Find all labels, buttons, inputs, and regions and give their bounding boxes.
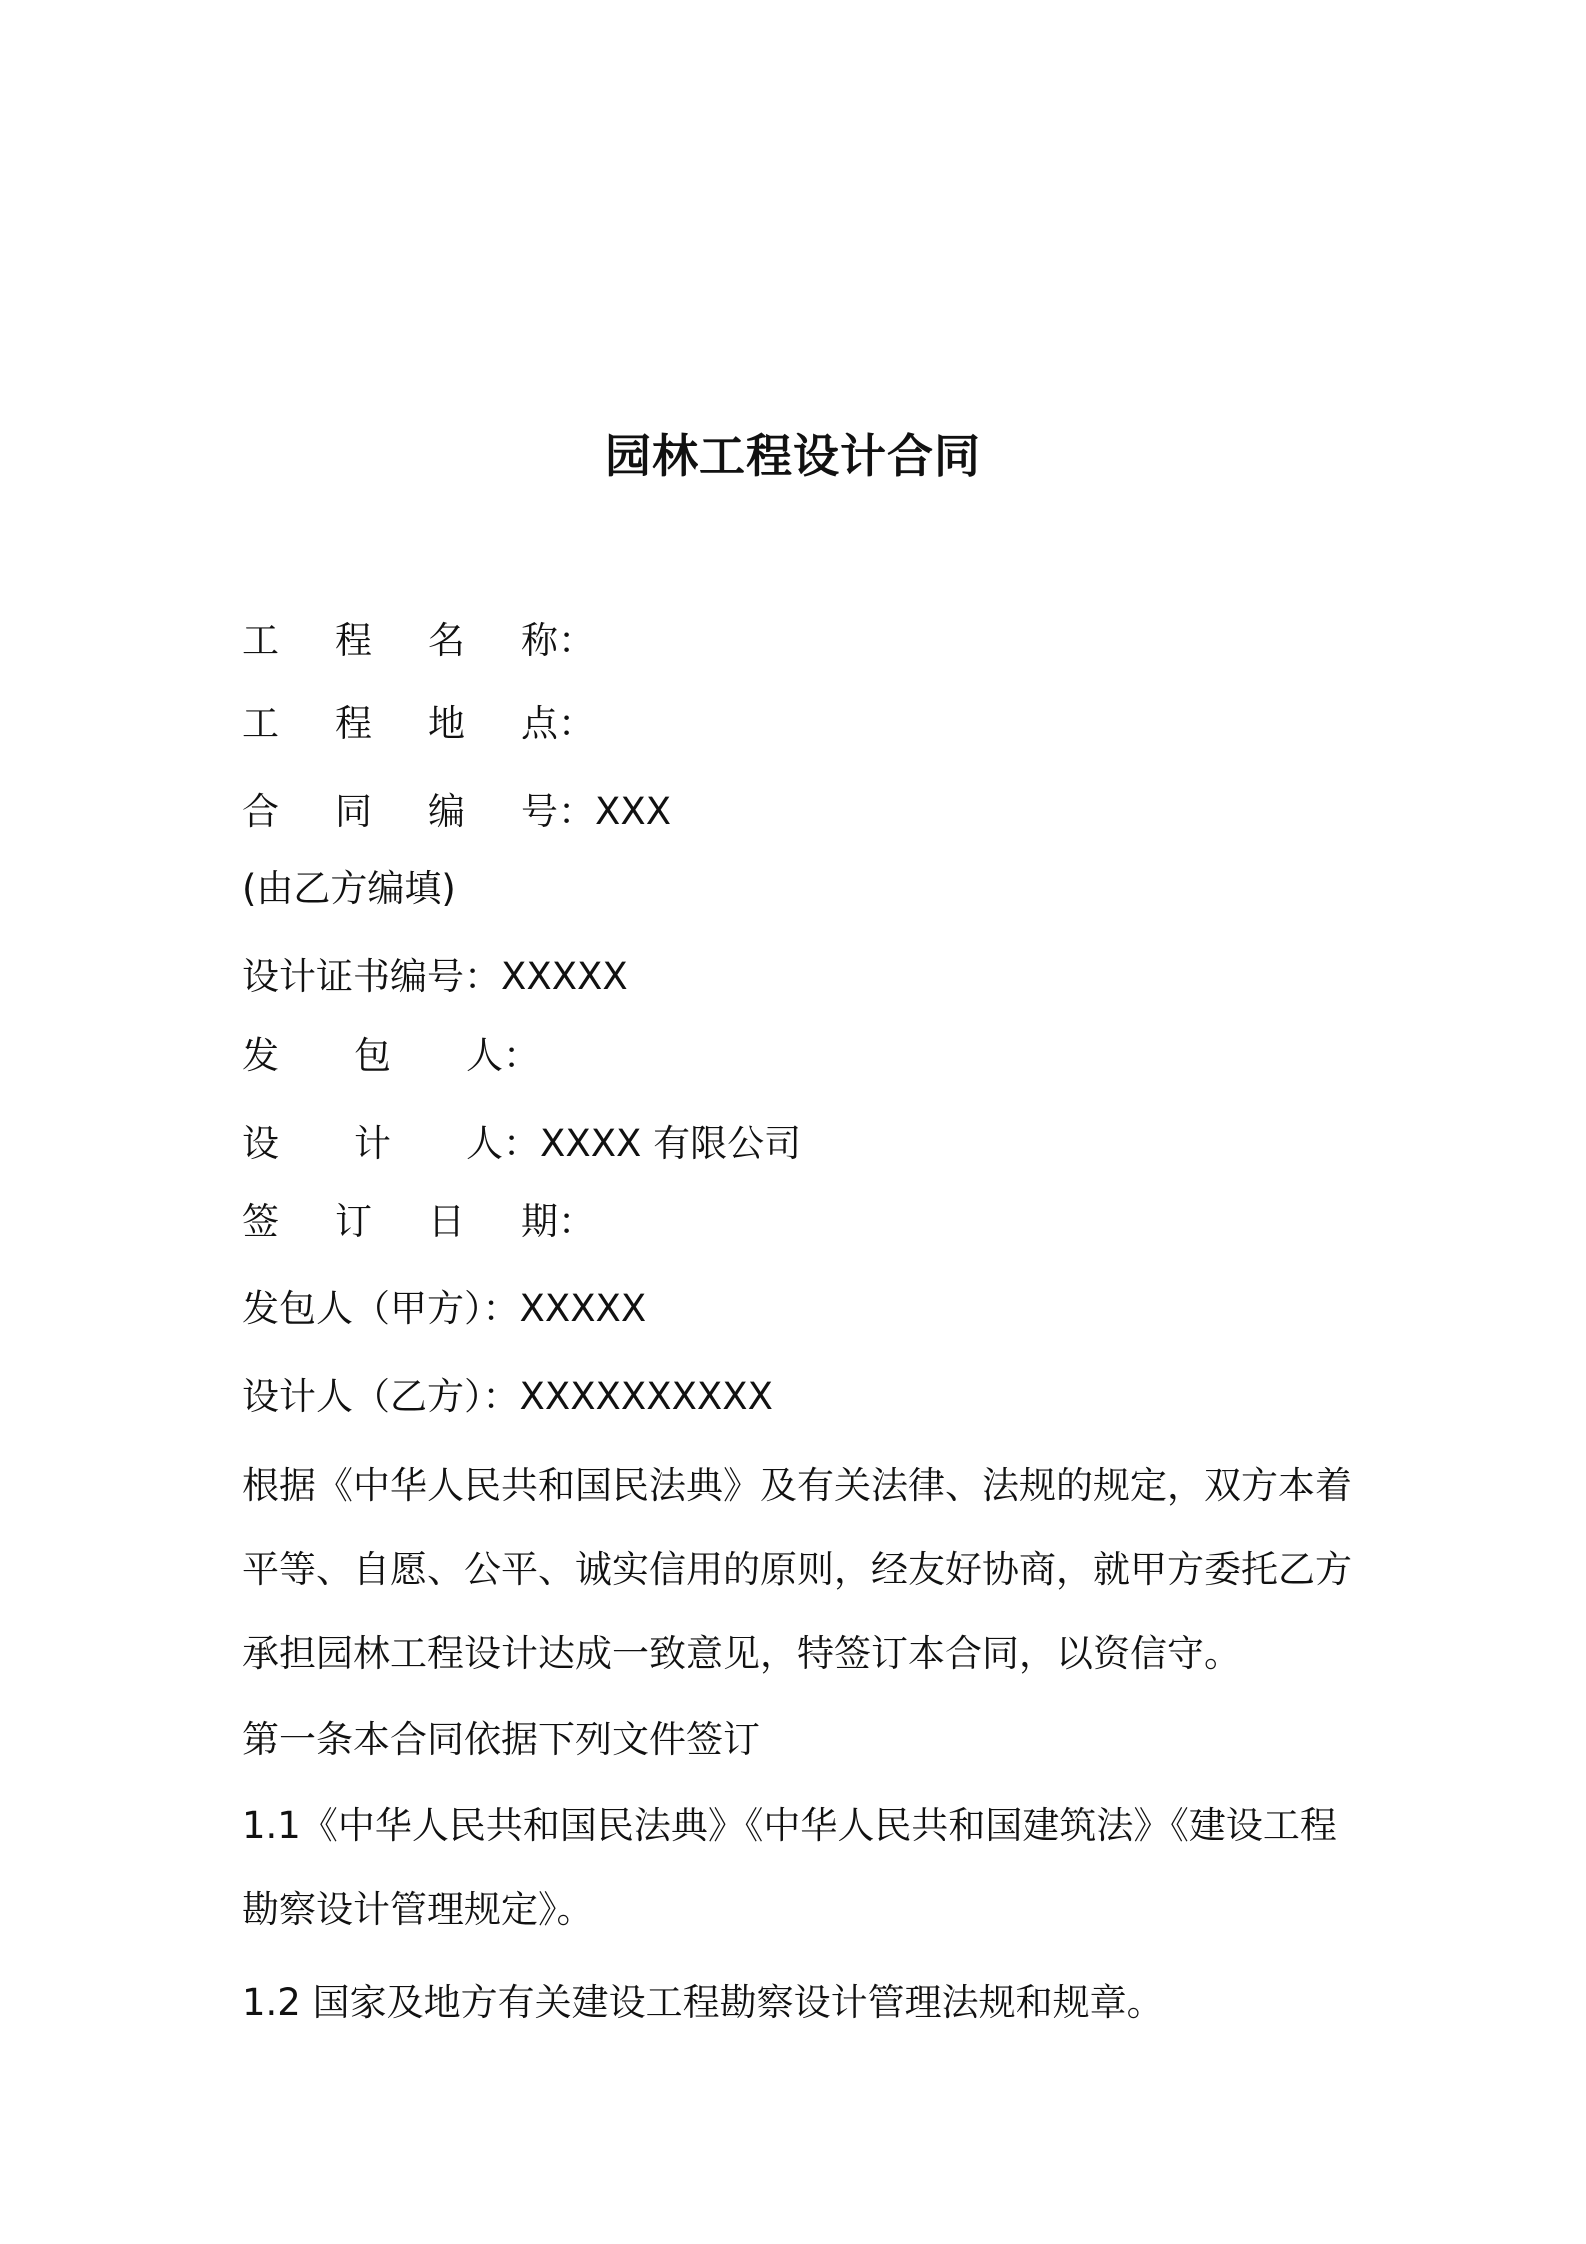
clause-1-2: 1.2 国家及地方有关建设工程勘察设计管理法规和规章。 — [242, 1981, 1164, 2024]
label-char: 同 — [335, 790, 372, 833]
field-separator: ： — [558, 702, 595, 745]
field-certificate-no — [242, 953, 628, 1001]
label-char: 签 — [242, 1200, 279, 1243]
label-char: 号 — [521, 790, 558, 833]
contract-no-note: (由乙方编填) — [242, 867, 456, 910]
label-char: 日 — [428, 1200, 465, 1243]
label-char: 程 — [335, 619, 372, 662]
label-char: 合 — [242, 790, 279, 833]
field-separator: ： — [482, 1375, 520, 1418]
label-char: 程 — [335, 702, 372, 745]
field-designer — [242, 1120, 801, 1168]
field-separator: ： — [558, 1200, 595, 1243]
field-project-name — [242, 617, 595, 665]
field-label — [242, 788, 558, 836]
clause-1-1: 1.1《中华人民共和国民法典》《中华人民共和国建筑法》《建设工程勘察设计管理规定》。 — [242, 1804, 1337, 1931]
label-char: 编 — [428, 790, 465, 833]
field-value: XXXXX — [519, 1287, 647, 1330]
field-label — [242, 1198, 558, 1246]
field-value: XXXX 有限公司 — [540, 1122, 802, 1165]
field-label — [242, 700, 558, 748]
field-separator: ： — [558, 619, 595, 662]
field-party-b — [242, 1373, 773, 1421]
label-char: 包 — [354, 1034, 391, 1077]
label-char: 名 — [428, 619, 465, 662]
field-separator: ： — [558, 790, 595, 833]
field-party-a — [242, 1285, 646, 1333]
label-char: 计 — [354, 1122, 391, 1165]
field-label — [242, 617, 558, 665]
field-sign-date — [242, 1198, 595, 1246]
field-client — [242, 1032, 540, 1080]
preamble-paragraph: 根据《中华人民共和国民法典》及有关法律、法规的规定，双方本着平等、自愿、公平、诚实信用的原则，经友好协商，就甲方委托乙方承担园林工程设计达成一致意见，特签订本合同，以资信守。 — [242, 1464, 1352, 1675]
field-contract-no — [242, 788, 671, 836]
label-char: 地 — [428, 702, 465, 745]
label-char: 点 — [521, 702, 558, 745]
label-char: 期 — [521, 1200, 558, 1243]
field-label: 发包人（甲方） — [242, 1287, 483, 1330]
label-char: 人 — [466, 1034, 503, 1077]
field-separator: ： — [464, 955, 501, 998]
field-label — [242, 1120, 503, 1168]
field-label: 设计人（乙方） — [242, 1375, 483, 1418]
field-value: XXX — [595, 790, 672, 833]
field-separator: ： — [503, 1122, 540, 1165]
label-char: 发 — [242, 1034, 279, 1077]
field-label — [242, 1032, 503, 1080]
document-title: 园林工程设计合同 — [605, 429, 981, 483]
label-char: 称 — [521, 619, 558, 662]
label-char: 人 — [466, 1122, 503, 1165]
label-char: 订 — [335, 1200, 372, 1243]
label-char: 设 — [242, 1122, 279, 1165]
field-label: 设计证书编号 — [242, 955, 464, 998]
field-separator: ： — [482, 1287, 520, 1330]
article-1-heading: 第一条本合同依据下列文件签订 — [242, 1718, 760, 1761]
field-separator: ： — [503, 1034, 540, 1077]
label-char: 工 — [242, 702, 279, 745]
field-value: XXXXXXXXXX — [519, 1375, 773, 1418]
field-value: XXXXX — [501, 955, 628, 998]
field-project-location — [242, 700, 595, 748]
label-char: 工 — [242, 619, 279, 662]
